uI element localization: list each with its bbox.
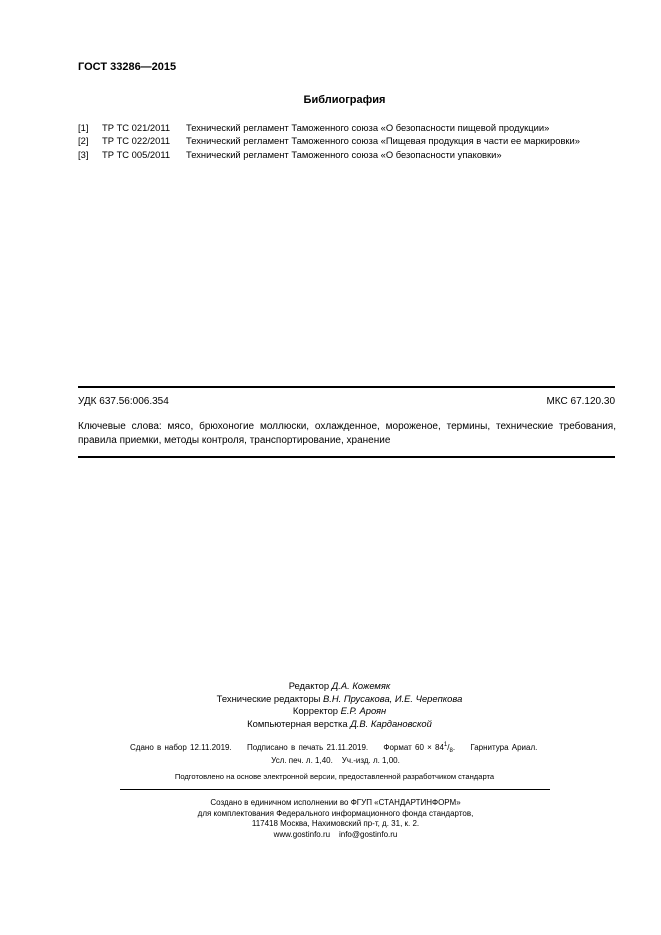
publisher-website[interactable]: www.gostinfo.ru xyxy=(273,829,331,839)
bibliography-title: Библиография xyxy=(303,94,386,106)
editor-line xyxy=(18,680,661,693)
reference-number: [2] xyxy=(78,135,89,146)
print-details xyxy=(130,742,537,754)
publisher-email[interactable]: info@gostinfo.ru xyxy=(338,829,398,839)
signed-date: Подписано в печать 21.11.2019. xyxy=(246,743,369,752)
reference-text: Технический регламент Таможенного союза «О безопасности упаковки» xyxy=(186,149,502,160)
reference-number: [3] xyxy=(78,149,89,160)
publisher-contacts xyxy=(10,830,661,841)
publisher-line-1: Создано в единичном исполнении во ФГУП «СТАНДАРТИНФОРМ» xyxy=(210,798,461,807)
print-sheets-count: Усл. печ. л. 1,40. xyxy=(271,756,333,765)
publisher-block xyxy=(0,798,661,840)
reference-text: Технический регламент Таможенного союза «Пищевая продукция в части ее маркировки» xyxy=(186,135,580,146)
edit-sheets-count: Уч.-изд. л. 1,00. xyxy=(341,756,400,765)
tech-editors-label: Технические редакторы xyxy=(216,692,321,704)
layout-name: Д.В. Кардановской xyxy=(350,717,432,729)
bottom-divider xyxy=(78,456,615,458)
editor-name: Д.А. Кожемяк xyxy=(331,680,391,691)
keywords: Ключевые слова: мясо, брюхоногие моллюски, охлажденное, мороженое, термины, технические требования, правила приемки, методы контроля, транспортирование, хранение xyxy=(78,421,616,446)
tech-editors-line xyxy=(18,693,661,706)
mks-code: МКС 67.120.30 xyxy=(546,396,615,407)
tech-editors-names: В.Н. Прусакова, И.Е. Черепкова xyxy=(323,692,463,704)
reference-code: ТР ТС 022/2011 xyxy=(102,135,171,146)
corrector-line xyxy=(18,705,661,718)
paper-format: Формат $60 \times 84^1/_8$. xyxy=(383,742,456,754)
top-divider xyxy=(78,386,615,388)
format-denominator: 8 xyxy=(449,748,453,754)
publisher-divider xyxy=(120,789,550,790)
credits-block xyxy=(0,680,661,730)
reference-code: ТР ТС 021/2011 xyxy=(102,122,171,133)
corrector-name: Е.Р. Ароян xyxy=(340,705,387,716)
typeface: Гарнитура Ариал. xyxy=(470,743,538,752)
prepared-note: Подготовлено на основе электронной версии, предоставленной разработчиком стандарта xyxy=(174,772,495,781)
publisher-address: 117418 Москва, Нахимовский пр-т, д. 31, к. 2. xyxy=(251,819,420,829)
publisher-line-2: для комплектования Федерального информационного фонда стандартов, xyxy=(197,808,474,818)
corrector-label: Корректор xyxy=(292,705,339,716)
format-prefix: Формат 60 × 84 xyxy=(383,743,444,752)
layout-line xyxy=(18,718,661,731)
layout-label: Компьютерная верстка xyxy=(247,717,348,729)
set-date: Сдано в набор 12.11.2019. xyxy=(130,743,232,752)
reference-number: [1] xyxy=(78,122,89,133)
format-numerator: 1 xyxy=(443,742,448,748)
editor-label: Редактор xyxy=(288,680,330,691)
reference-code: ТР ТС 005/2011 xyxy=(102,149,171,160)
standard-number: ГОСТ 33286—2015 xyxy=(78,61,177,73)
print-sheets xyxy=(0,756,661,765)
udc-code: УДК 637.56:006.354 xyxy=(78,396,169,407)
reference-text: Технический регламент Таможенного союза «О безопасности пищевой продукции» xyxy=(186,122,550,133)
